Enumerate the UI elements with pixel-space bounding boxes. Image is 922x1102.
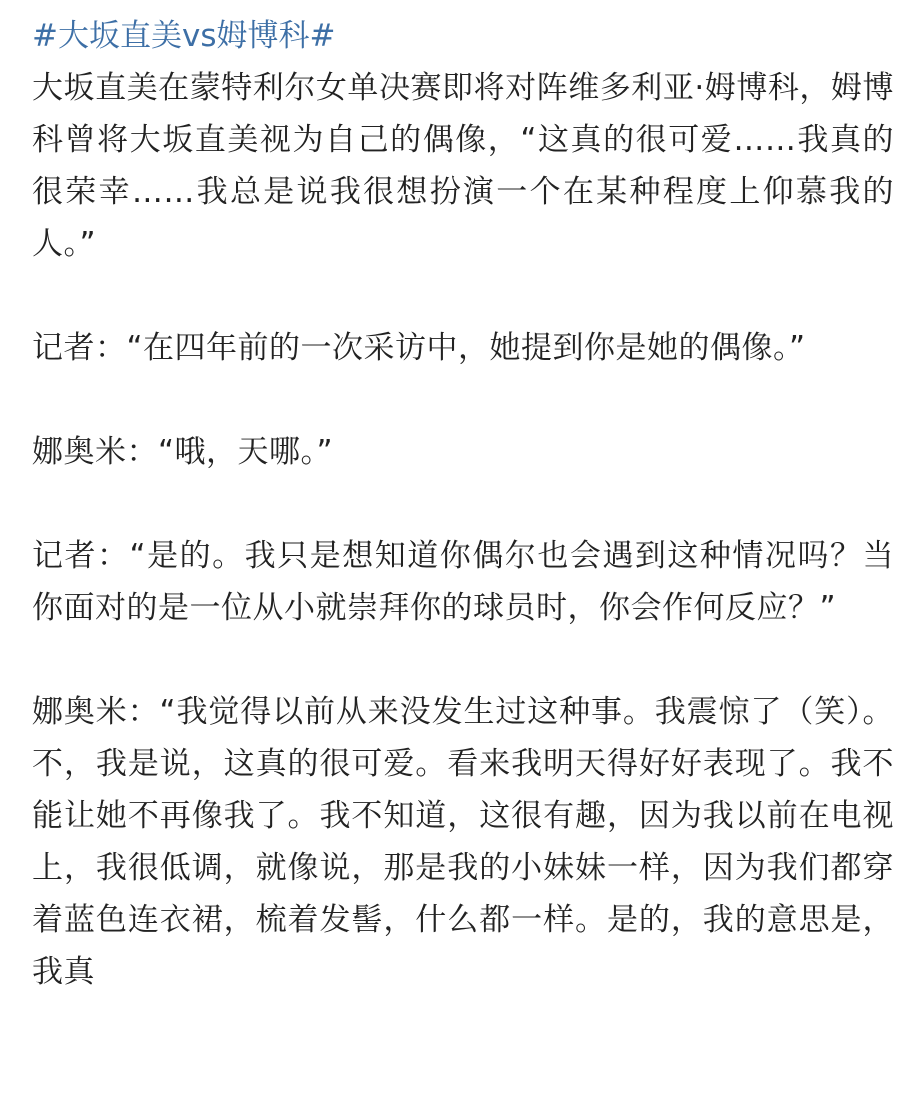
intro-paragraph: 大坂直美在蒙特利尔女单决赛即将对阵维多利亚·姆博科，姆博科曾将大坂直美视为自己的偶像，“这真的很可爱……我真的很荣幸……我总是说我很想扮演一个在某种程度上仰慕我的人。” <box>32 70 894 262</box>
reporter-question-2: 记者：“是的。我只是想知道你偶尔也会遇到这种情况吗？当你面对的是一位从小就崇拜你的球员时，你会作何反应？” <box>32 538 894 626</box>
hashtag-link[interactable]: #大坂直美vs姆博科# <box>32 18 336 54</box>
paragraph-spacer <box>32 374 894 426</box>
paragraph-spacer <box>32 270 894 322</box>
post-body <box>32 10 894 1102</box>
naomi-answer-2: 娜奥米：“我觉得以前从来没发生过这种事。我震惊了（笑）。不，我是说，这真的很可爱。看来我明天得好好表现了。我不能让她不再像我了。我不知道，这很有趣，因为我以前在电视上，我很低调，就像说，那是我的小妹妹一样，因为我们都穿着蓝色连衣裙，梳着发髻，什么都一样。是的，我的意思是，我真 <box>32 694 894 990</box>
reporter-question-1: 记者：“在四年前的一次采访中，她提到你是她的偶像。” <box>32 330 806 366</box>
naomi-answer-1: 娜奥米：“哦，天哪。” <box>32 434 334 470</box>
paragraph-spacer <box>32 634 894 686</box>
paragraph-spacer <box>32 478 894 530</box>
